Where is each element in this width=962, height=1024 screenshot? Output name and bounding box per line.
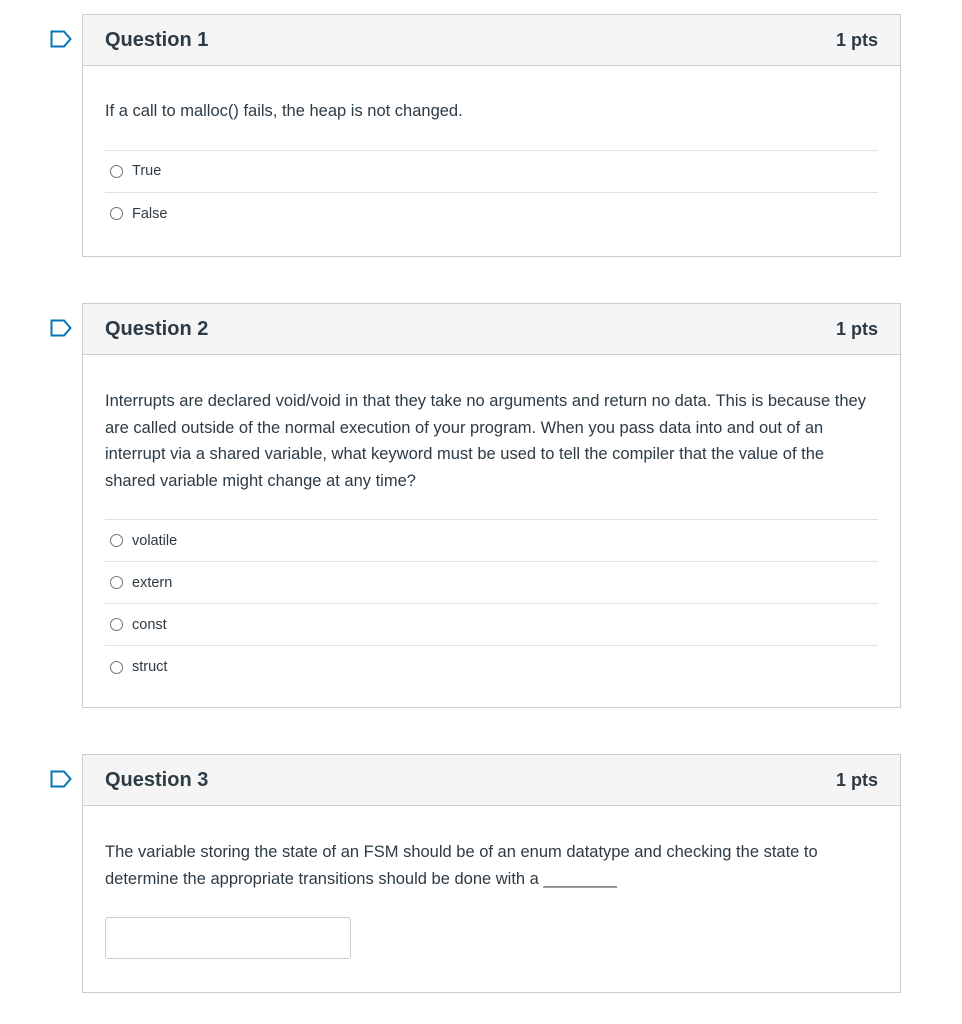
question-text: If a call to malloc() fails, the heap is not changed. [105, 102, 463, 120]
flag-question-icon[interactable] [50, 30, 72, 48]
answer-label: extern [132, 574, 173, 591]
question-text: Interrupts are declared void/void in that they take no arguments and return no data. This is because they are called outside of the normal execution of your program. When you pass data into and out of an interrupt via a shared variable, what keyword must be used to tell the compiler that the value of the shared variable might change at any time? [105, 392, 866, 490]
question-points: 1 pts [835, 769, 878, 790]
radio-button-icon[interactable] [110, 576, 123, 589]
question-card [82, 14, 901, 257]
answer-label: True [132, 163, 162, 179]
question-card [82, 303, 901, 708]
question-points: 1 pts [835, 29, 878, 50]
answer-option-volatile[interactable] [105, 520, 878, 562]
short-answer-input[interactable] [105, 917, 351, 959]
answer-list [105, 150, 878, 235]
question-header [83, 304, 900, 355]
answer-label: const [132, 616, 167, 633]
answer-option-true[interactable] [105, 151, 878, 193]
flag-question-icon[interactable] [50, 319, 72, 337]
radio-button-icon[interactable] [110, 534, 123, 547]
question-title: Question 3 [105, 768, 209, 791]
question-header [83, 15, 900, 66]
answer-label: struct [132, 659, 168, 675]
question-card [82, 754, 901, 993]
question-text: The variable storing the state of an FSM should be of an enum datatype and checking the state to determine the appropriate transitions should be done with a ________ [105, 843, 818, 888]
flag-question-icon[interactable] [50, 770, 72, 788]
answer-label: volatile [132, 532, 178, 549]
question-title: Question 2 [105, 317, 209, 340]
answer-option-struct[interactable] [105, 646, 878, 688]
radio-button-icon[interactable] [110, 207, 123, 220]
answer-option-extern[interactable] [105, 562, 878, 604]
answer-option-false[interactable] [105, 193, 878, 235]
answer-option-const[interactable] [105, 604, 878, 646]
radio-button-icon[interactable] [110, 165, 123, 178]
radio-button-icon[interactable] [110, 661, 123, 674]
question-title: Question 1 [105, 28, 209, 51]
question-header [83, 755, 900, 806]
answer-list [105, 519, 878, 688]
radio-button-icon[interactable] [110, 618, 123, 631]
question-points: 1 pts [835, 318, 878, 339]
answer-label: False [132, 205, 168, 222]
